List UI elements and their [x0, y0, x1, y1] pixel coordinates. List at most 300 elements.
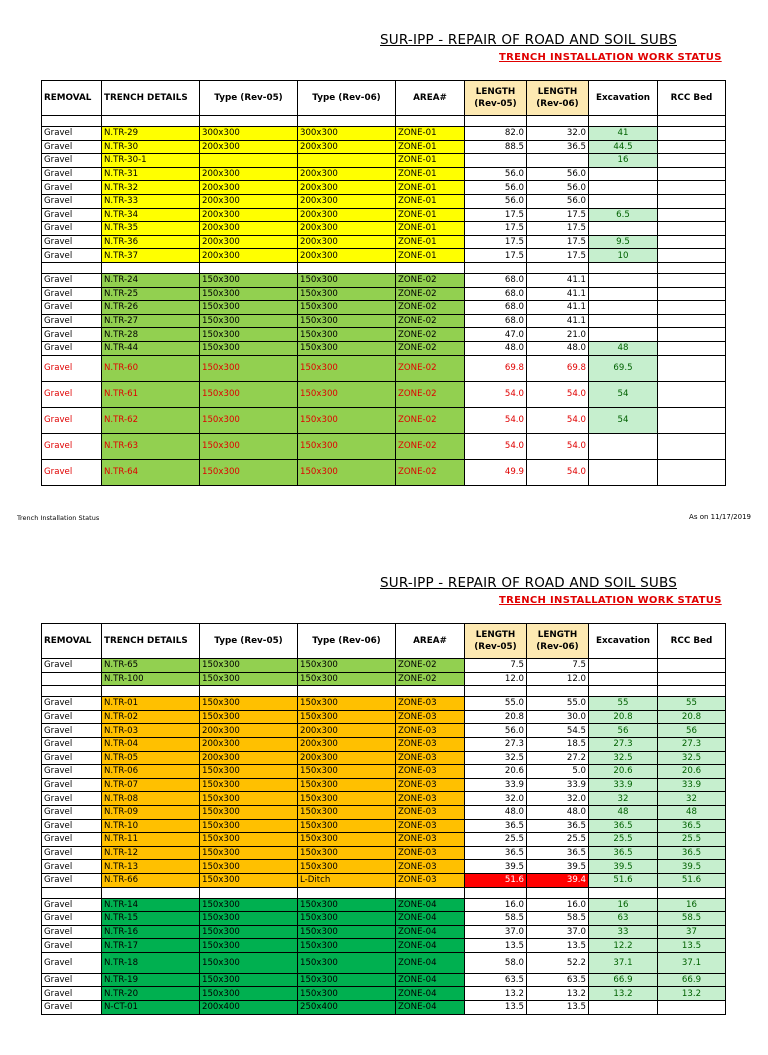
excavation-cell — [589, 222, 658, 236]
length-rev05-cell: 20.8 — [465, 710, 527, 724]
table-row — [42, 154, 726, 168]
table-row — [42, 737, 726, 751]
excavation-cell: 37.1 — [589, 952, 658, 973]
trench-cell: N.TR-31 — [102, 167, 200, 181]
excavation-cell: 16 — [589, 154, 658, 168]
table-row — [42, 433, 726, 459]
table-row — [42, 235, 726, 249]
length-rev05-cell — [465, 154, 527, 168]
table-row — [42, 792, 726, 806]
table-row — [42, 751, 726, 765]
area-cell: ZONE-01 — [396, 127, 465, 141]
rcc-bed-cell: 27.3 — [658, 737, 726, 751]
removal-cell: Gravel — [42, 301, 102, 315]
area-cell: ZONE-03 — [396, 710, 465, 724]
table-row — [42, 819, 726, 833]
rcc-bed-cell — [658, 355, 726, 381]
area-cell: ZONE-04 — [396, 898, 465, 912]
length-rev06-cell: 13.5 — [527, 1001, 589, 1015]
empty-cell — [200, 262, 298, 273]
rcc-bed-cell — [658, 181, 726, 195]
table-body — [42, 116, 726, 486]
excavation-cell — [589, 459, 658, 485]
removal-cell: Gravel — [42, 659, 102, 673]
table-row — [42, 697, 726, 711]
rcc-bed-cell — [658, 208, 726, 222]
excavation-cell — [589, 1001, 658, 1015]
trench-cell: N.TR-12 — [102, 846, 200, 860]
area-cell: ZONE-02 — [396, 433, 465, 459]
area-cell: ZONE-02 — [396, 381, 465, 407]
trench-cell: N.TR-27 — [102, 314, 200, 328]
table-row — [42, 860, 726, 874]
footer-caption: Trench Installation Status — [17, 514, 100, 522]
type-rev05-cell: 150x300 — [200, 355, 298, 381]
excavation-cell: 25.5 — [589, 833, 658, 847]
table-row — [42, 328, 726, 342]
trench-cell: N.TR-63 — [102, 433, 200, 459]
header-rcc-bed: RCC Bed — [658, 81, 726, 116]
header-length-rev05: LENGTH (Rev-05) — [465, 624, 527, 659]
type-rev06-cell: 150x300 — [298, 925, 396, 939]
removal-cell: Gravel — [42, 407, 102, 433]
table-row — [42, 381, 726, 407]
rcc-bed-cell — [658, 273, 726, 287]
length-rev05-cell: 49.9 — [465, 459, 527, 485]
excavation-cell: 51.6 — [589, 873, 658, 887]
length-rev06-cell: 36.5 — [527, 140, 589, 154]
type-rev06-cell: 200x300 — [298, 737, 396, 751]
type-rev05-cell: 200x300 — [200, 235, 298, 249]
trench-cell: N-CT-01 — [102, 1001, 200, 1015]
length-rev06-cell: 37.0 — [527, 925, 589, 939]
length-rev05-cell: 68.0 — [465, 287, 527, 301]
length-rev05-cell: 27.3 — [465, 737, 527, 751]
area-cell: ZONE-01 — [396, 140, 465, 154]
excavation-cell — [589, 659, 658, 673]
rcc-bed-cell: 48 — [658, 805, 726, 819]
length-rev06-cell: 33.9 — [527, 778, 589, 792]
table-row — [42, 724, 726, 738]
type-rev05-cell: 150x300 — [200, 939, 298, 953]
empty-cell — [200, 116, 298, 127]
length-rev05-cell: 20.6 — [465, 765, 527, 779]
type-rev05-cell: 150x300 — [200, 459, 298, 485]
excavation-cell — [589, 181, 658, 195]
type-rev05-cell — [200, 154, 298, 168]
trench-cell: N.TR-24 — [102, 273, 200, 287]
rcc-bed-cell — [658, 407, 726, 433]
rcc-bed-cell — [658, 659, 726, 673]
type-rev06-cell: 200x300 — [298, 194, 396, 208]
empty-cell — [396, 887, 465, 898]
removal-cell: Gravel — [42, 154, 102, 168]
type-rev05-cell: 150x300 — [200, 287, 298, 301]
area-cell: ZONE-01 — [396, 167, 465, 181]
rcc-bed-cell: 20.8 — [658, 710, 726, 724]
excavation-cell — [589, 328, 658, 342]
type-rev06-cell: 150x300 — [298, 778, 396, 792]
length-rev05-cell: 37.0 — [465, 925, 527, 939]
trench-cell: N.TR-34 — [102, 208, 200, 222]
rcc-bed-cell: 37.1 — [658, 952, 726, 973]
type-rev06-cell: 200x300 — [298, 235, 396, 249]
status-table — [41, 80, 726, 486]
rcc-bed-cell — [658, 287, 726, 301]
length-rev06-cell: 18.5 — [527, 737, 589, 751]
removal-cell: Gravel — [42, 459, 102, 485]
length-rev05-cell: 56.0 — [465, 194, 527, 208]
type-rev06-cell: 150x300 — [298, 846, 396, 860]
area-cell: ZONE-01 — [396, 222, 465, 236]
excavation-cell: 10 — [589, 249, 658, 263]
empty-cell — [658, 116, 726, 127]
length-rev05-cell: 68.0 — [465, 314, 527, 328]
table-row — [42, 341, 726, 355]
removal-cell: Gravel — [42, 765, 102, 779]
type-rev06-cell: 150x300 — [298, 792, 396, 806]
length-rev06-cell: 16.0 — [527, 898, 589, 912]
trench-cell: N.TR-20 — [102, 987, 200, 1001]
length-rev06-cell: 17.5 — [527, 208, 589, 222]
empty-cell — [527, 686, 589, 697]
removal-cell: Gravel — [42, 710, 102, 724]
type-rev05-cell: 200x300 — [200, 208, 298, 222]
removal-cell: Gravel — [42, 973, 102, 987]
header-area: AREA# — [396, 81, 465, 116]
rcc-bed-cell: 55 — [658, 697, 726, 711]
area-cell: ZONE-02 — [396, 301, 465, 315]
empty-cell — [102, 887, 200, 898]
empty-cell — [42, 887, 102, 898]
area-cell: ZONE-03 — [396, 833, 465, 847]
length-rev06-cell: 7.5 — [527, 659, 589, 673]
length-rev05-cell: 48.0 — [465, 805, 527, 819]
removal-cell: Gravel — [42, 778, 102, 792]
length-rev05-cell: 32.0 — [465, 792, 527, 806]
type-rev05-cell: 150x300 — [200, 710, 298, 724]
excavation-cell — [589, 672, 658, 686]
empty-cell — [396, 116, 465, 127]
type-rev06-cell: 150x300 — [298, 672, 396, 686]
removal-cell: Gravel — [42, 433, 102, 459]
table-row — [42, 805, 726, 819]
table-row — [42, 167, 726, 181]
excavation-cell — [589, 167, 658, 181]
type-rev06-cell: 150x300 — [298, 355, 396, 381]
trench-cell: N.TR-100 — [102, 672, 200, 686]
rcc-bed-cell: 37 — [658, 925, 726, 939]
length-rev06-cell: 41.1 — [527, 287, 589, 301]
type-rev05-cell: 200x300 — [200, 751, 298, 765]
table-row — [42, 355, 726, 381]
rcc-bed-cell: 39.5 — [658, 860, 726, 874]
trench-cell: N.TR-06 — [102, 765, 200, 779]
length-rev05-cell: 56.0 — [465, 167, 527, 181]
trench-cell: N.TR-07 — [102, 778, 200, 792]
table-row — [42, 898, 726, 912]
trench-cell: N.TR-62 — [102, 407, 200, 433]
removal-cell: Gravel — [42, 355, 102, 381]
length-rev06-cell: 54.0 — [527, 459, 589, 485]
area-cell: ZONE-04 — [396, 939, 465, 953]
rcc-bed-cell — [658, 341, 726, 355]
type-rev05-cell: 200x300 — [200, 167, 298, 181]
excavation-cell: 54 — [589, 407, 658, 433]
rcc-bed-cell — [658, 222, 726, 236]
length-rev05-cell: 63.5 — [465, 973, 527, 987]
type-rev05-cell: 300x300 — [200, 127, 298, 141]
removal-cell: Gravel — [42, 208, 102, 222]
header-trench-details: TRENCH DETAILS — [102, 81, 200, 116]
table-row — [42, 778, 726, 792]
table-row — [42, 672, 726, 686]
length-rev06-cell: 32.0 — [527, 792, 589, 806]
excavation-cell: 12.2 — [589, 939, 658, 953]
trench-cell: N.TR-25 — [102, 287, 200, 301]
area-cell: ZONE-01 — [396, 249, 465, 263]
trench-cell: N.TR-29 — [102, 127, 200, 141]
header-type-rev05: Type (Rev-05) — [200, 624, 298, 659]
removal-cell: Gravel — [42, 833, 102, 847]
type-rev06-cell: 200x300 — [298, 222, 396, 236]
trench-cell: N.TR-03 — [102, 724, 200, 738]
excavation-cell: 56 — [589, 724, 658, 738]
type-rev06-cell: 150x300 — [298, 973, 396, 987]
header-length-rev06: LENGTH (Rev-06) — [527, 81, 589, 116]
empty-cell — [527, 887, 589, 898]
length-rev06-cell: 54.0 — [527, 407, 589, 433]
empty-cell — [42, 116, 102, 127]
length-rev05-cell: 17.5 — [465, 222, 527, 236]
header-excavation: Excavation — [589, 624, 658, 659]
area-cell: ZONE-03 — [396, 846, 465, 860]
trench-cell: N.TR-32 — [102, 181, 200, 195]
table-row — [42, 222, 726, 236]
type-rev06-cell: 150x300 — [298, 710, 396, 724]
table-row — [42, 912, 726, 926]
type-rev05-cell: 150x300 — [200, 833, 298, 847]
type-rev06-cell: 200x300 — [298, 167, 396, 181]
empty-cell — [658, 887, 726, 898]
area-cell: ZONE-03 — [396, 819, 465, 833]
rcc-bed-cell — [658, 235, 726, 249]
length-rev06-cell: 36.5 — [527, 819, 589, 833]
header-length-rev05: LENGTH (Rev-05) — [465, 81, 527, 116]
sheet-page-2 — [0, 543, 768, 1055]
table-row — [42, 181, 726, 195]
rcc-bed-cell: 13.2 — [658, 987, 726, 1001]
length-rev05-cell: 56.0 — [465, 181, 527, 195]
type-rev05-cell: 150x300 — [200, 778, 298, 792]
removal-cell: Gravel — [42, 860, 102, 874]
empty-cell — [102, 116, 200, 127]
length-rev06-cell: 39.5 — [527, 860, 589, 874]
length-rev06-cell: 48.0 — [527, 341, 589, 355]
table-row — [42, 925, 726, 939]
area-cell: ZONE-03 — [396, 792, 465, 806]
table-row — [42, 833, 726, 847]
excavation-cell: 48 — [589, 805, 658, 819]
type-rev05-cell: 150x300 — [200, 765, 298, 779]
area-cell: ZONE-02 — [396, 407, 465, 433]
rcc-bed-cell: 25.5 — [658, 833, 726, 847]
length-rev06-cell: 58.5 — [527, 912, 589, 926]
sheet-page-1 — [0, 0, 768, 522]
rcc-bed-cell — [658, 140, 726, 154]
removal-cell: Gravel — [42, 287, 102, 301]
table-row — [42, 952, 726, 973]
type-rev06-cell: 150x300 — [298, 381, 396, 407]
length-rev06-cell: 12.0 — [527, 672, 589, 686]
length-rev05-cell: 12.0 — [465, 672, 527, 686]
excavation-cell — [589, 433, 658, 459]
area-cell: ZONE-02 — [396, 672, 465, 686]
removal-cell: Gravel — [42, 1001, 102, 1015]
trench-cell: N.TR-64 — [102, 459, 200, 485]
type-rev06-cell: 150x300 — [298, 939, 396, 953]
excavation-cell: 27.3 — [589, 737, 658, 751]
removal-cell: Gravel — [42, 952, 102, 973]
excavation-cell: 36.5 — [589, 819, 658, 833]
trench-cell: N.TR-66 — [102, 873, 200, 887]
length-rev05-cell: 39.5 — [465, 860, 527, 874]
area-cell: ZONE-03 — [396, 805, 465, 819]
area-cell: ZONE-03 — [396, 873, 465, 887]
length-rev06-cell: 17.5 — [527, 222, 589, 236]
area-cell: ZONE-04 — [396, 973, 465, 987]
removal-cell: Gravel — [42, 819, 102, 833]
type-rev05-cell: 150x300 — [200, 407, 298, 433]
empty-cell — [589, 116, 658, 127]
type-rev05-cell: 200x300 — [200, 249, 298, 263]
rcc-bed-cell: 58.5 — [658, 912, 726, 926]
type-rev06-cell: 200x300 — [298, 181, 396, 195]
removal-cell: Gravel — [42, 925, 102, 939]
type-rev06-cell: 250x400 — [298, 1001, 396, 1015]
rcc-bed-cell — [658, 328, 726, 342]
trench-cell: N.TR-30-1 — [102, 154, 200, 168]
rcc-bed-cell: 36.5 — [658, 846, 726, 860]
trench-cell: N.TR-35 — [102, 222, 200, 236]
length-rev06-cell: 63.5 — [527, 973, 589, 987]
length-rev06-cell: 41.1 — [527, 301, 589, 315]
type-rev06-cell: 150x300 — [298, 898, 396, 912]
area-cell: ZONE-02 — [396, 659, 465, 673]
trench-cell: N.TR-05 — [102, 751, 200, 765]
removal-cell: Gravel — [42, 127, 102, 141]
header-row — [42, 624, 726, 659]
length-rev06-cell: 13.5 — [527, 939, 589, 953]
length-rev05-cell: 55.0 — [465, 697, 527, 711]
type-rev05-cell: 200x300 — [200, 737, 298, 751]
empty-cell — [589, 262, 658, 273]
trench-cell: N.TR-09 — [102, 805, 200, 819]
length-rev05-cell: 17.5 — [465, 235, 527, 249]
length-rev06-cell: 27.2 — [527, 751, 589, 765]
removal-cell: Gravel — [42, 341, 102, 355]
excavation-cell: 48 — [589, 341, 658, 355]
area-cell: ZONE-01 — [396, 154, 465, 168]
rcc-bed-cell: 36.5 — [658, 819, 726, 833]
trench-cell: N.TR-11 — [102, 833, 200, 847]
area-cell: ZONE-04 — [396, 1001, 465, 1015]
type-rev06-cell: 150x300 — [298, 805, 396, 819]
rcc-bed-cell — [658, 1001, 726, 1015]
removal-cell: Gravel — [42, 222, 102, 236]
trench-cell: N.TR-60 — [102, 355, 200, 381]
length-rev06-cell: 41.1 — [527, 314, 589, 328]
rcc-bed-cell — [658, 127, 726, 141]
table-row — [42, 249, 726, 263]
header-excavation: Excavation — [589, 81, 658, 116]
length-rev05-cell: 58.5 — [465, 912, 527, 926]
removal-cell: Gravel — [42, 181, 102, 195]
trench-cell: N.TR-37 — [102, 249, 200, 263]
type-rev06-cell: 150x300 — [298, 912, 396, 926]
type-rev06-cell: 150x300 — [298, 407, 396, 433]
removal-cell: Gravel — [42, 273, 102, 287]
length-rev06-cell: 54.0 — [527, 381, 589, 407]
removal-cell: Gravel — [42, 697, 102, 711]
type-rev06-cell: 150x300 — [298, 459, 396, 485]
removal-cell: Gravel — [42, 987, 102, 1001]
table-row — [42, 873, 726, 887]
type-rev06-cell: 150x300 — [298, 987, 396, 1001]
table-row — [42, 459, 726, 485]
area-cell: ZONE-04 — [396, 925, 465, 939]
type-rev05-cell: 150x300 — [200, 973, 298, 987]
empty-cell — [298, 262, 396, 273]
type-rev05-cell: 150x300 — [200, 925, 298, 939]
area-cell: ZONE-03 — [396, 724, 465, 738]
rcc-bed-cell — [658, 167, 726, 181]
removal-cell: Gravel — [42, 873, 102, 887]
type-rev06-cell: 200x300 — [298, 249, 396, 263]
empty-cell — [42, 686, 102, 697]
length-rev06-cell: 54.0 — [527, 433, 589, 459]
rcc-bed-cell: 13.5 — [658, 939, 726, 953]
length-rev05-cell: 68.0 — [465, 301, 527, 315]
type-rev05-cell: 200x400 — [200, 1001, 298, 1015]
area-cell: ZONE-02 — [396, 314, 465, 328]
length-rev06-cell: 48.0 — [527, 805, 589, 819]
excavation-cell: 33 — [589, 925, 658, 939]
removal-cell: Gravel — [42, 724, 102, 738]
header-type-rev06: Type (Rev-06) — [298, 624, 396, 659]
header-removal: REMOVAL — [42, 624, 102, 659]
length-rev06-cell: 36.5 — [527, 846, 589, 860]
trench-cell: N.TR-65 — [102, 659, 200, 673]
trench-cell: N.TR-33 — [102, 194, 200, 208]
empty-cell — [396, 686, 465, 697]
length-rev05-cell: 48.0 — [465, 341, 527, 355]
empty-cell — [102, 262, 200, 273]
length-rev06-cell: 56.0 — [527, 181, 589, 195]
length-rev05-cell: 32.5 — [465, 751, 527, 765]
length-rev06-cell: 17.5 — [527, 249, 589, 263]
trench-cell: N.TR-36 — [102, 235, 200, 249]
empty-cell — [200, 686, 298, 697]
type-rev06-cell: 150x300 — [298, 314, 396, 328]
length-rev05-cell: 13.5 — [465, 939, 527, 953]
type-rev06-cell: 200x300 — [298, 140, 396, 154]
excavation-cell — [589, 273, 658, 287]
trench-cell: N.TR-04 — [102, 737, 200, 751]
empty-cell — [527, 262, 589, 273]
length-rev06-cell: 30.0 — [527, 710, 589, 724]
type-rev05-cell: 150x300 — [200, 860, 298, 874]
